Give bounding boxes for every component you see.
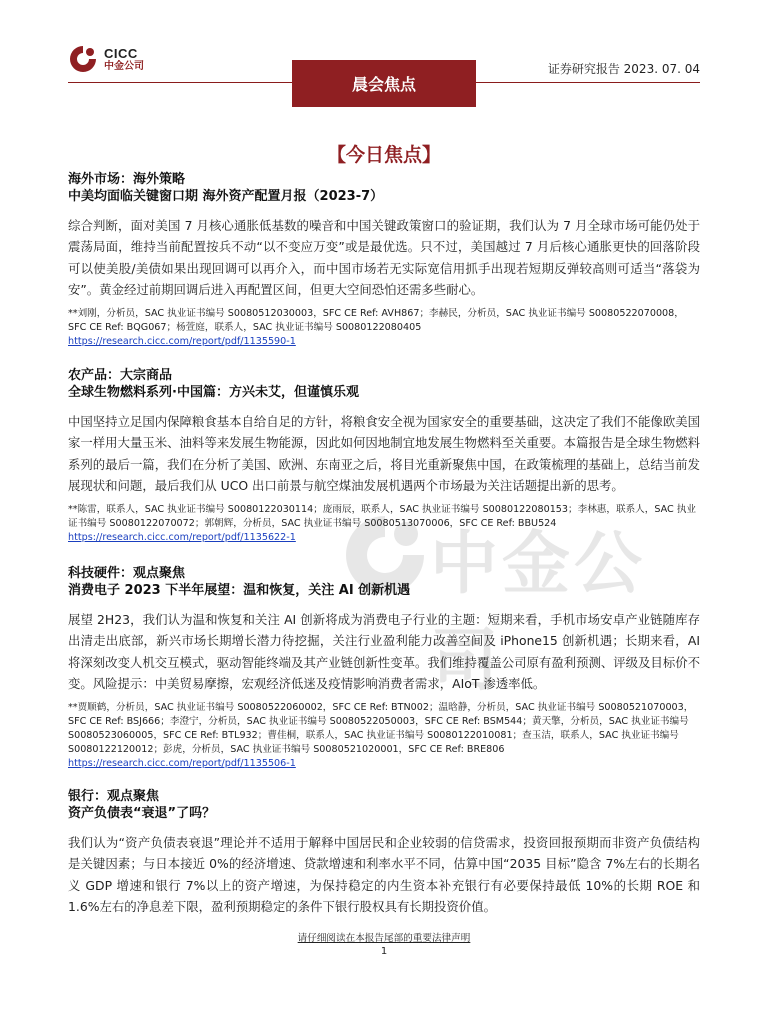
section-category: 银行：观点聚焦 — [68, 789, 160, 804]
section-category: 海外市场：海外策略 — [68, 172, 186, 187]
cicc-logo-icon — [68, 44, 98, 74]
section-commodities — [68, 367, 700, 543]
section-tech-hardware — [68, 565, 700, 769]
report-title-banner — [292, 60, 476, 107]
section-body: 中国坚持立足国内保障粮食基本自给自足的方针，将粮食安全视为国家安全的重要基础，这决定了我们不能像欧美国家一样用大量玉米、油料等来发展生物能源，因此如何因地制宜地发展生物燃料至关重要。本篇报告是全球生物燃料系列的最后一篇，我们在分析了美国、欧洲、东南亚之后，将目光重新聚焦中国，在政策梳理的基础上，总结当前发展现状和问题，最后我们从 UCO 出口前景与航空煤油发展机遇两个市场最为关注话题提出新的思考。 — [68, 414, 700, 494]
report-type-date: 证券研究报告 2023. 07. 04 — [547, 62, 700, 76]
section-subtitle: 全球生物燃料系列·中国篇：方兴未艾，但谨慎乐观 — [68, 385, 359, 400]
report-link[interactable]: https://research.cicc.com/report/pdf/1135622-1 — [68, 531, 296, 543]
report-link[interactable]: https://research.cicc.com/report/pdf/1135506-1 — [68, 757, 296, 769]
section-category: 农产品：大宗商品 — [68, 368, 173, 383]
logo-cn-text: 中金公司 — [104, 60, 144, 72]
section-subtitle: 资产负债表“衰退”了吗？ — [68, 806, 216, 821]
section-overseas-strategy — [68, 171, 700, 347]
legal-disclaimer — [0, 930, 768, 944]
section-banks — [68, 788, 700, 918]
section-body: 综合判断，面对美国 7 月核心通胀低基数的噪音和中国关键政策窗口的验证期，我们认为 7 月全球市场可能仍处于震荡局面，维持当前配置按兵不动“以不变应万变”或是最优选。只不过，美国越过 7 月后核心通胀更快的回落阶段可以使美股/美债如果出现回调可以再介入，而中国市场若无实际宽信用抓手出现若短期反弹较高则可适当“落袋为安”。黄金经过前期回调后进入再配置区间，但更大空间恐怕还需多些耐心。 — [68, 218, 700, 298]
report-title: 晨会焦点 — [351, 75, 416, 94]
section-authors: **刘刚，分析员，SAC 执业证书编号 S0080512030003，SFC CE Ref: AVH867；李赫民，分析员，SAC 执业证书编号 S0080522070008，SFC CE Ref: BQG067；杨萱庭，联系人，SAC 执业证书编号 S0080122080405 — [68, 307, 684, 333]
legal-disclaimer-text: 请仔细阅读在本报告尾部的重要法律声明 — [297, 933, 471, 944]
section-subtitle: 消费电子 2023 下半年展望：温和恢复，关注 AI 创新机遇 — [68, 583, 411, 598]
section-authors: **贾顺鹤，分析员，SAC 执业证书编号 S0080522060002，SFC CE Ref: BTN002；温晗静，分析员，SAC 执业证书编号 S0080521070003，SFC CE Ref: BSJ666；李澄宁，分析员，SAC 执业证书编号 S0080522050003，SFC CE Ref: BSM544；黄天擎，分析员，SAC 执业证书编号 S0080523060005，SFC CE Ref: BTL932；曹佳桐，联系人，SAC 执业证书编号 S0080122010081；查玉洁，联系人，SAC 执业证书编号 S0080122120012；彭虎，分析员，SAC 执业证书编号 S0080521020001，SFC CE Ref: BRE806 — [68, 701, 694, 755]
logo-en-text: CICC — [104, 45, 138, 61]
page-number: 1 — [380, 946, 388, 957]
section-body: 展望 2H23，我们认为温和恢复和关注 AI 创新将成为消费电子行业的主题：短期来看，手机市场安卓产业链随库存出清走出底部，新兴市场长期增长潜力待挖掘，关注行业盈利能力改善空间及 iPhone15 创新机遇；长期来看，AI 将深刻改变人机交互模式，驱动智能终端及其产业链创新性变革。我们维持覆盖公司原有盈利预测、评级及目标价不变。风险提示：中美贸易摩擦，宏观经济低迷及疫情影响消费者需求，AIoT 渗透率低。 — [68, 612, 700, 692]
focus-heading: 【今日焦点】 — [326, 144, 441, 166]
section-category: 科技硬件：观点聚焦 — [68, 566, 186, 581]
section-subtitle: 中美均面临关键窗口期 海外资产配置月报（2023-7） — [68, 189, 384, 204]
section-body: 我们认为“资产负债表衰退”理论并不适用于解释中国居民和企业较弱的信贷需求，投资回报预期而非资产负债结构是关键因素；与日本接近 0%的经济增速、贷款增速和利率水平不同，估算中国“2035 目标”隐含 7%左右的长期名义 GDP 增速和银行 7%以上的资产增速，为保持稳定的内生资本补充银行有必要保持最低 10%的长期 ROE 和 1.6%左右的净息差下限，盈利预期稳定的条件下银行股权具有长期投资价值。 — [68, 835, 700, 915]
cicc-logo — [68, 42, 144, 76]
report-link[interactable]: https://research.cicc.com/report/pdf/1135590-1 — [68, 335, 296, 347]
watermark-text: 中金公司 — [430, 525, 647, 701]
section-authors: **陈雷，联系人，SAC 执业证书编号 S0080122030114；庞雨辰，联系人，SAC 执业证书编号 S0080122080153；李林惠，联系人，SAC 执业证书编号 S0080122070072；郭朝辉，分析员，SAC 执业证书编号 S0080513070006，SFC CE Ref: BBU524 — [68, 503, 696, 529]
